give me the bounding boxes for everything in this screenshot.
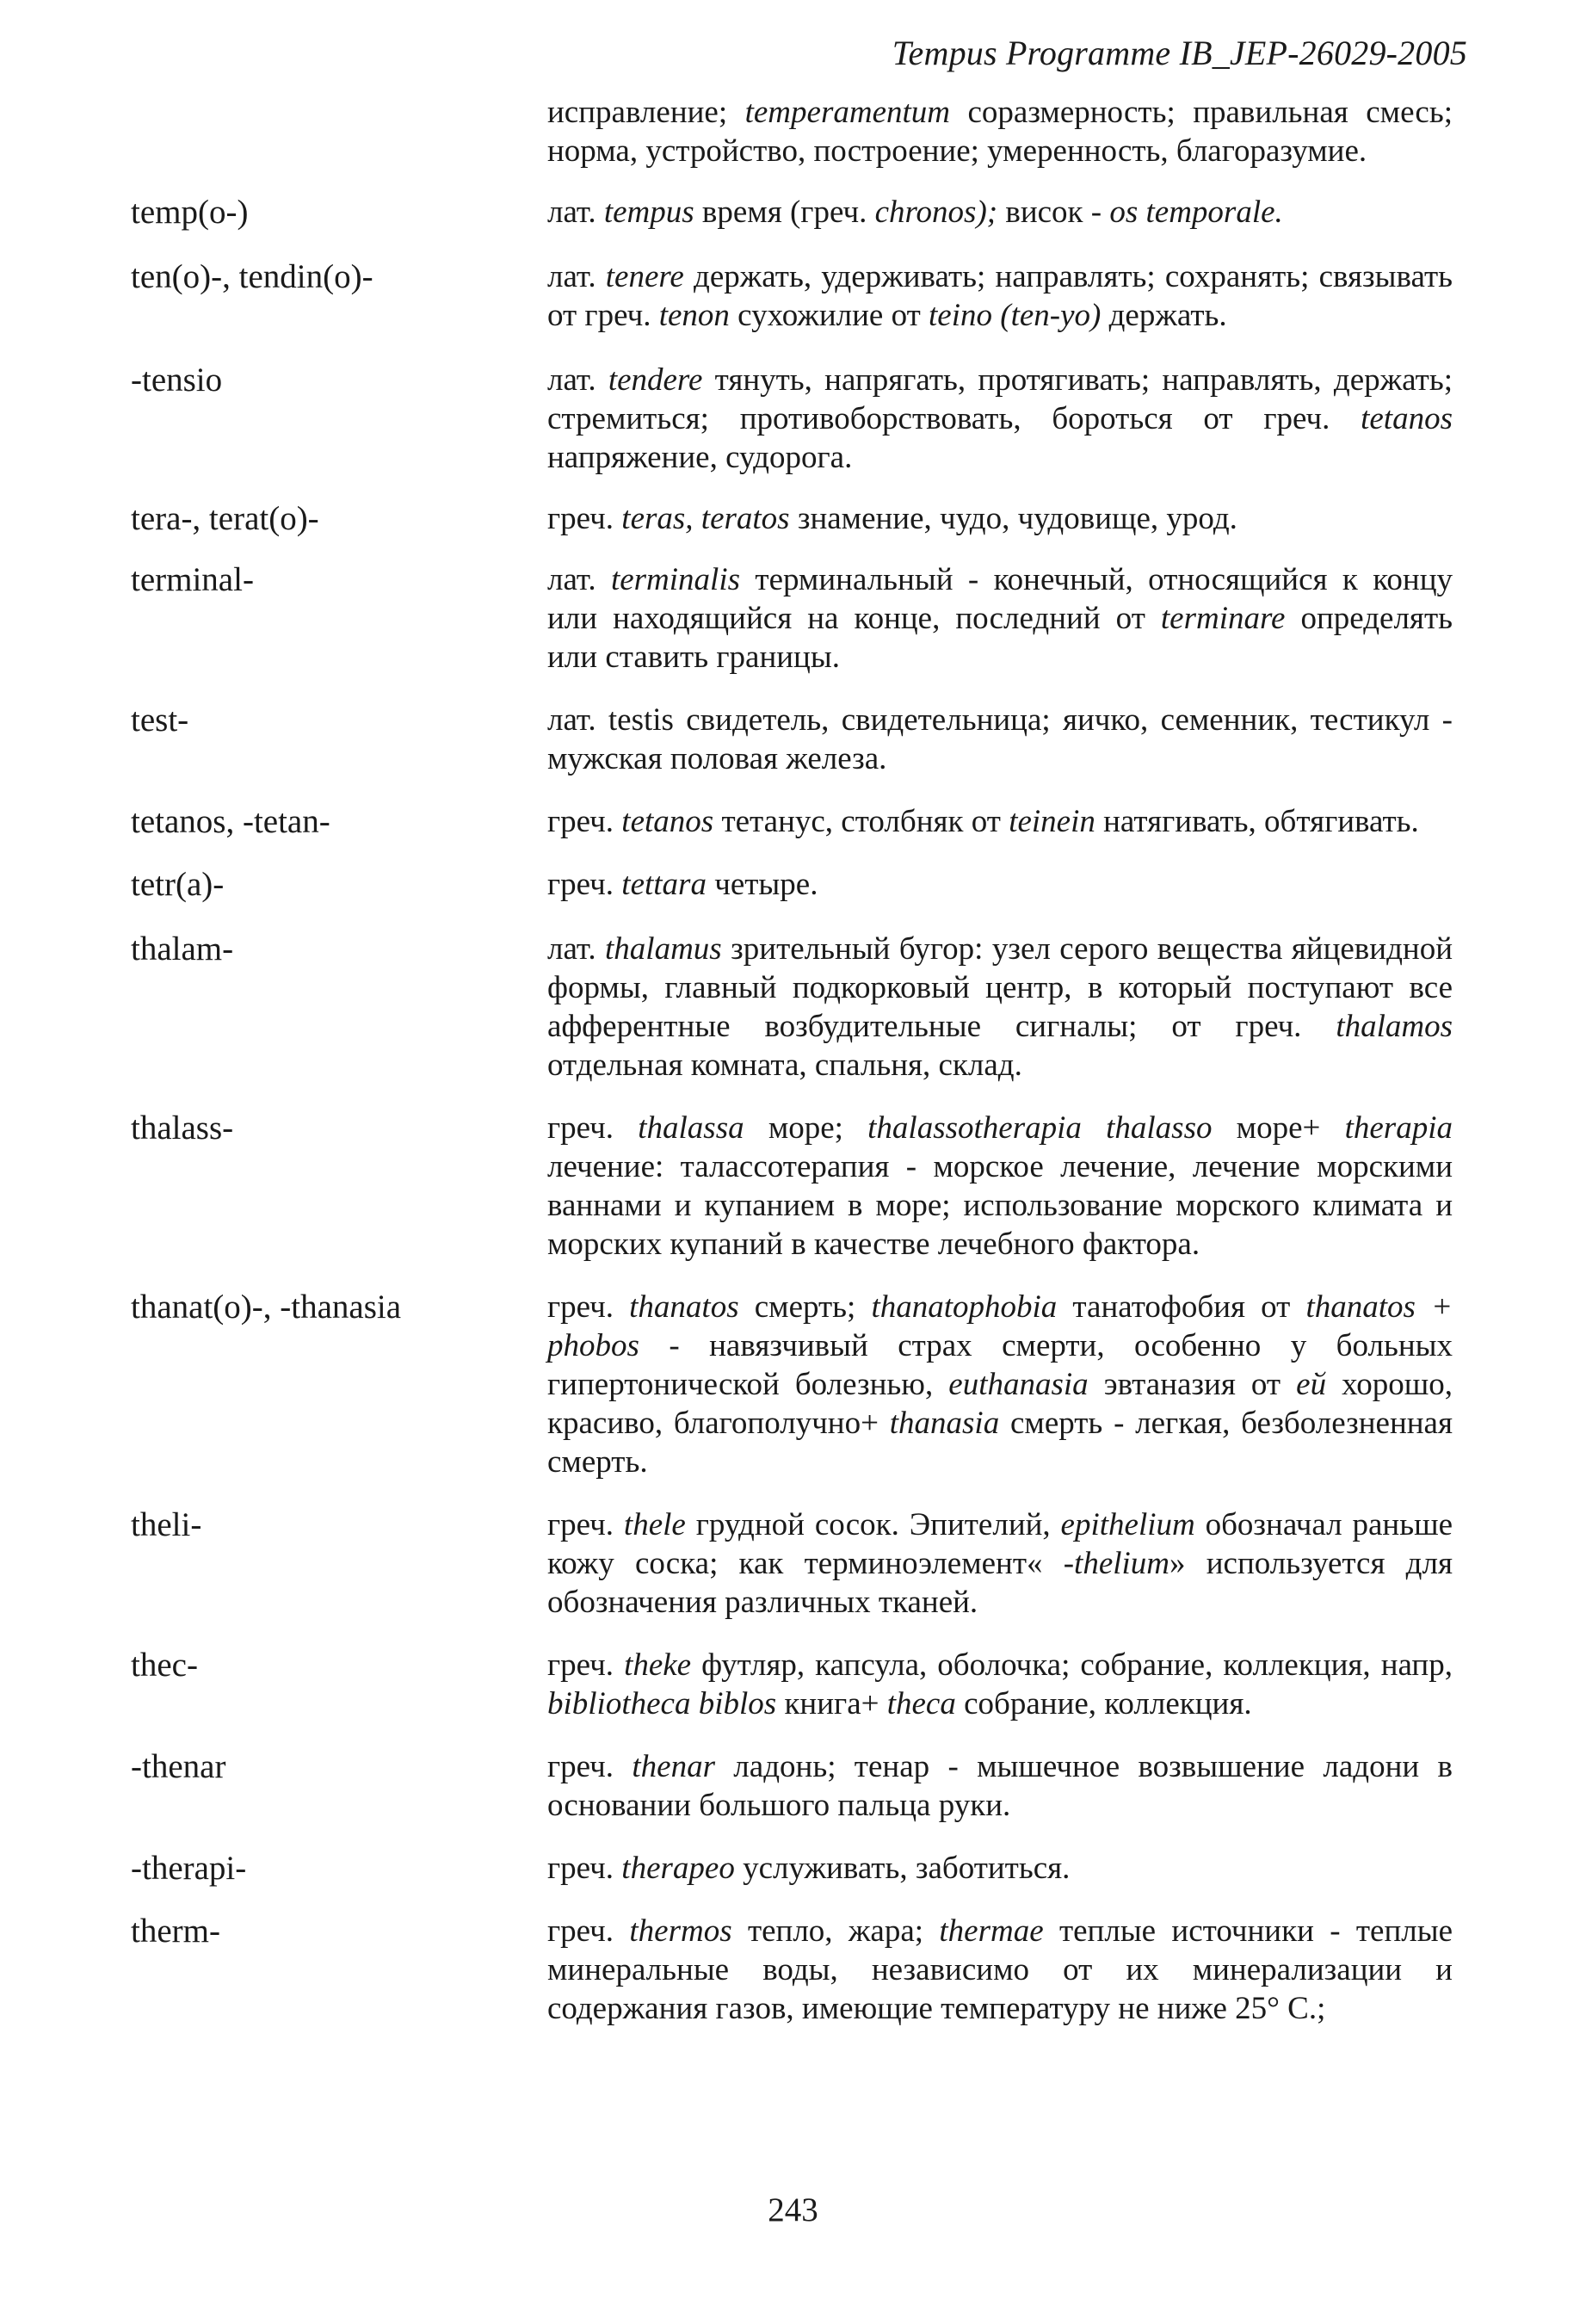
- definition-text: море+: [1212, 1110, 1345, 1146]
- definition-text: лат. testis свидетель, свидетельница; яичко, семенник, тестикул - мужская половая железа.: [547, 702, 1453, 776]
- entry-definition: [547, 499, 1453, 538]
- definition-text: зрительный бугор: узел серого вещества яйцевидной формы, главный подкорковый центр, в который поступают все афферентные возбудительные сигналы; от греч.: [547, 931, 1453, 1044]
- definition-text: книга+: [776, 1686, 887, 1721]
- definition-text: греч.: [547, 1289, 630, 1325]
- definition-text: отдельная комната, спальня, склад.: [547, 1048, 1022, 1083]
- glossary-entry: [0, 1646, 1586, 1723]
- entry-term: theli-: [131, 1506, 202, 1543]
- italic-term: theke: [624, 1647, 692, 1683]
- entry-definition: [547, 930, 1453, 1085]
- definition-text: лат.: [547, 562, 611, 597]
- glossary-entry: [0, 865, 1586, 904]
- italic-term: tetanos: [621, 804, 714, 839]
- italic-term: thalassotherapia thalasso: [867, 1110, 1213, 1146]
- glossary-entry: [0, 1109, 1586, 1264]
- entry-term: tera-, terat(o)-: [131, 500, 319, 537]
- italic-term: thanatos: [629, 1289, 739, 1325]
- definition-text: тепло, жара;: [731, 1913, 940, 1949]
- italic-term: tenere: [605, 259, 684, 294]
- entry-term: thec-: [131, 1647, 198, 1684]
- definition-text: ладонь; тенар - мышечное возвышение ладони в основании большого пальца руки.: [547, 1749, 1453, 1823]
- entry-term: tetr(a)-: [131, 866, 225, 903]
- italic-term: os temporale.: [1109, 195, 1283, 230]
- italic-term: thanasia: [889, 1406, 1000, 1441]
- glossary-entry: [0, 1288, 1586, 1481]
- definition-text: грудной сосок. Эпителий,: [685, 1507, 1061, 1542]
- definition-text: эвтаназия от: [1088, 1367, 1297, 1402]
- entry-definition: [547, 802, 1453, 841]
- definition-text: держать, удерживать; направлять; сохранять; связывать от греч.: [547, 259, 1453, 333]
- definition-text: знамение, чудо, чудовище, урод.: [789, 501, 1237, 536]
- glossary-entry: [0, 257, 1586, 335]
- italic-term: tettara: [621, 867, 707, 902]
- italic-term: -thelium: [1063, 1546, 1170, 1581]
- glossary-entry: [0, 1505, 1586, 1622]
- italic-term: thanatophobia: [871, 1289, 1058, 1325]
- definition-text: танатофобия от: [1057, 1289, 1306, 1325]
- entry-term: thalam-: [131, 930, 234, 967]
- definition-text: футляр, капсула, оболочка; собрание, коллекция, напр,: [691, 1647, 1453, 1683]
- definition-text: хорошо, красиво, благополучно+: [547, 1367, 1453, 1441]
- glossary-entry: [0, 802, 1586, 841]
- definition-text: собрание, коллекция.: [955, 1686, 1252, 1721]
- italic-term: theca: [886, 1686, 956, 1721]
- definition-text: соразмерность; правильная смесь; норма, устройство, построение; умеренность, благоразумие.: [547, 95, 1453, 169]
- entry-term: -tensio: [131, 362, 223, 399]
- definition-text: греч.: [547, 1913, 630, 1949]
- italic-term: tetanos: [1361, 401, 1453, 436]
- page-number: 243: [768, 2191, 818, 2228]
- italic-term: teras, teratos: [621, 501, 790, 536]
- definition-text: услуживать, заботиться.: [734, 1851, 1071, 1886]
- definition-text: греч.: [547, 1507, 624, 1542]
- italic-term: ей: [1296, 1367, 1327, 1402]
- entry-definition: [547, 361, 1453, 477]
- definition-text: определять или ставить границы.: [547, 601, 1453, 675]
- glossary-entry: [0, 560, 1586, 677]
- italic-term: temperamentum: [744, 95, 950, 130]
- definition-text: смерть;: [738, 1289, 872, 1325]
- italic-term: teinein: [1009, 804, 1095, 839]
- definition-text: греч.: [547, 1110, 639, 1146]
- entry-term: tetanos, -tetan-: [131, 803, 330, 840]
- glossary-entry: [0, 1747, 1586, 1825]
- definition-text: греч.: [547, 1647, 625, 1683]
- italic-term: terminare: [1160, 601, 1286, 636]
- italic-term: teino (ten-yo): [929, 298, 1102, 333]
- entry-definition: [547, 701, 1453, 778]
- definition-text: держать.: [1101, 298, 1227, 333]
- definition-text: лат.: [547, 931, 606, 967]
- definition-text: висок -: [997, 195, 1110, 230]
- italic-term: tempus: [603, 195, 694, 230]
- italic-term: thalamus: [605, 931, 722, 967]
- entry-definition: [547, 865, 1453, 904]
- glossary-entry: [0, 193, 1586, 232]
- glossary-entry: [0, 499, 1586, 538]
- entry-definition: [547, 257, 1453, 335]
- definition-text: лат.: [547, 259, 606, 294]
- definition-text: » используется для обозначения различных тканей.: [547, 1546, 1453, 1620]
- entry-term: -thenar: [131, 1748, 226, 1785]
- glossary-entry: [0, 361, 1586, 477]
- entry-term: ten(o)-, tendin(o)-: [131, 258, 373, 295]
- definition-text: четыре.: [706, 867, 818, 902]
- italic-term: thenar: [632, 1749, 715, 1784]
- entry-definition: [547, 1109, 1453, 1264]
- entry-term: terminal-: [131, 561, 254, 598]
- italic-term: thalassa: [638, 1110, 744, 1146]
- definition-text: лечение: талассотерапия - морское лечение, лечение морскими ваннами и купанием в море; использование морского климата и морских купаний в качестве лечебного фактора.: [547, 1149, 1453, 1262]
- italic-term: tenon: [658, 298, 730, 333]
- italic-term: thermos: [629, 1913, 732, 1949]
- italic-term: therapia: [1344, 1110, 1453, 1146]
- definition-text: - навязчивый страх смерти, особенно у больных гипертонической болезнью,: [547, 1328, 1453, 1402]
- definition-text: лат.: [547, 195, 604, 230]
- glossary-entry: [0, 1912, 1586, 2028]
- running-header: Tempus Programme IB_JEP-26029-2005: [892, 34, 1467, 72]
- italic-term: epithelium: [1060, 1507, 1195, 1542]
- definition-text: тянуть, напрягать, протягивать; направлять, держать; стремиться; противоборствовать, бороться от греч.: [547, 362, 1453, 436]
- entry-term: therm-: [131, 1913, 220, 1950]
- definition-text: греч.: [547, 867, 622, 902]
- italic-term: terminalis: [610, 562, 741, 597]
- entry-term: thanat(o)-, -thanasia: [131, 1289, 402, 1326]
- italic-term: therapeo: [621, 1851, 735, 1886]
- entry-term: thalass-: [131, 1109, 234, 1147]
- definition-text: напряжение, судорога.: [547, 440, 853, 475]
- definition-text: греч.: [547, 501, 622, 536]
- entry-definition: [547, 1912, 1453, 2028]
- entry-term: -therapi-: [131, 1850, 247, 1887]
- glossary-entry: [0, 1849, 1586, 1888]
- definition-text: обозначал раньше кожу соска; как терминоэлемент«: [547, 1507, 1453, 1581]
- entry-definition: [547, 1747, 1453, 1825]
- entry-definition: [547, 1288, 1453, 1481]
- entry-term: temp(o-): [131, 194, 249, 231]
- definition-text: тетанус, столбняк от: [713, 804, 1009, 839]
- entry-definition: [547, 1505, 1453, 1622]
- entry-definition: [547, 1646, 1453, 1723]
- entry-definition: [547, 93, 1453, 170]
- italic-term: euthanasia: [948, 1367, 1089, 1402]
- definition-text: исправление;: [547, 95, 745, 130]
- glossary-entries: [0, 93, 1586, 2028]
- definition-text: море;: [744, 1110, 868, 1146]
- italic-term: bibliotheca biblos: [547, 1686, 777, 1721]
- definition-text: натягивать, обтягивать.: [1095, 804, 1419, 839]
- entry-term: test-: [131, 702, 189, 739]
- definition-text: греч.: [547, 1851, 622, 1886]
- definition-text: смерть - легкая, безболезненная смерть.: [547, 1406, 1453, 1480]
- entry-definition: [547, 1849, 1453, 1888]
- entry-definition: [547, 560, 1453, 677]
- definition-text: лат.: [547, 362, 608, 398]
- glossary-entry: [0, 93, 1586, 170]
- definition-text: время (греч.: [694, 195, 875, 230]
- definition-text: теплые источники - теплые минеральные воды, независимо от их минерализации и содержания газов, имеющие температуру не ниже 25° С.;: [547, 1913, 1453, 2026]
- italic-term: thermae: [939, 1913, 1044, 1949]
- definition-text: греч.: [547, 804, 622, 839]
- italic-term: thalamos: [1336, 1009, 1453, 1044]
- definition-text: терминальный - конечный, относящийся к концу или находящийся на конце, последний от: [547, 562, 1453, 636]
- italic-term: thele: [623, 1507, 686, 1542]
- italic-term: thanatos + phobos: [547, 1289, 1453, 1363]
- glossary-entry: [0, 930, 1586, 1085]
- italic-term: chronos);: [874, 195, 998, 230]
- italic-term: tendere: [608, 362, 703, 398]
- entry-definition: [547, 193, 1453, 232]
- definition-text: сухожилие от: [729, 298, 929, 333]
- definition-text: греч.: [547, 1749, 633, 1784]
- glossary-entry: [0, 701, 1586, 778]
